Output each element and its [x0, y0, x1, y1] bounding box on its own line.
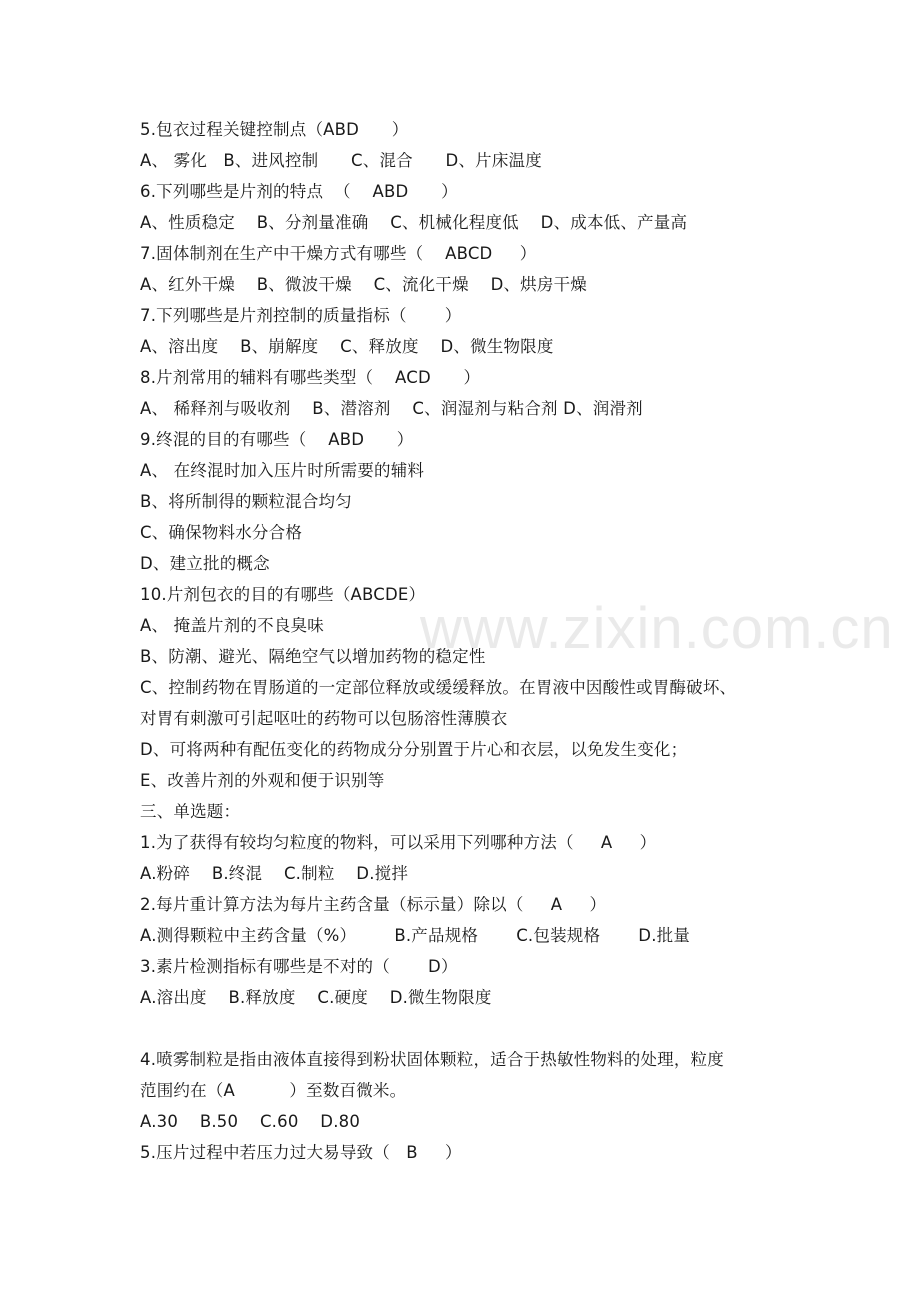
- single-question-4-line-1: 4.喷雾制粒是指由液体直接得到粉状固体颗粒，适合于热敏性物料的处理，粒度: [140, 1050, 724, 1069]
- question-9-option-c: C、确保物料水分合格: [140, 523, 303, 542]
- question-7b-quality-indicators: 7.下列哪些是片剂控制的质量指标（ ）: [140, 306, 462, 325]
- question-10-option-c-line-2: 对胃有刺激可引起呕吐的药物可以包肠溶性薄膜衣: [140, 709, 508, 728]
- single-question-4-options: A.30 B.50 C.60 D.80: [140, 1112, 361, 1131]
- question-10-option-e: E、改善片剂的外观和便于识别等: [140, 771, 385, 790]
- question-10-option-c-line-1: C、控制药物在胃肠道的一定部位释放或缓缓释放。在胃液中因酸性或胃酶破坏、: [140, 678, 737, 697]
- question-10-option-d: D、可将两种有配伍变化的药物成分分别置于片心和衣层，以免发生变化；: [140, 740, 688, 759]
- question-9-option-b: B、将所制得的颗粒混合均匀: [140, 492, 352, 511]
- single-question-2: 2.每片重计算方法为每片主药含量（标示量）除以（ A ）: [140, 895, 607, 914]
- single-question-1: 1.为了获得有较均匀粒度的物料，可以采用下列哪种方法（ A ）: [140, 833, 657, 852]
- question-10-option-b: B、防潮、避光、隔绝空气以增加药物的稳定性: [140, 647, 486, 666]
- question-7b-options: A、溶出度 B、崩解度 C、释放度 D、微生物限度: [140, 337, 554, 356]
- question-5-options: A、 雾化 B、进风控制 C、混合 D、片床温度: [140, 151, 542, 170]
- question-8-options: A、 稀释剂与吸收剂 B、潜溶剂 C、润湿剂与粘合剂 D、润滑剂: [140, 399, 643, 418]
- question-9-final-mix-purpose: 9.终混的目的有哪些（ ABD ）: [140, 430, 414, 449]
- single-question-3: 3.素片检测指标有哪些是不对的（ D）: [140, 957, 458, 976]
- question-9-option-d: D、建立批的概念: [140, 554, 270, 573]
- single-question-1-options: A.粉碎 B.终混 C.制粒 D.搅拌: [140, 864, 409, 883]
- question-5-coating-control: 5.包衣过程关键控制点（ABD ）: [140, 120, 409, 139]
- question-6-tablet-features: 6.下列哪些是片剂的特点 （ ABD ）: [140, 182, 458, 201]
- question-8-excipient-types: 8.片剂常用的辅料有哪些类型（ ACD ）: [140, 368, 481, 387]
- watermark: www.zixin.com.cn: [420, 596, 894, 661]
- question-6-options: A、性质稳定 B、分剂量准确 C、机械化程度低 D、成本低、产量高: [140, 213, 688, 232]
- question-7-options: A、红外干燥 B、微波干燥 C、流化干燥 D、烘房干燥: [140, 275, 587, 294]
- question-7-drying-methods: 7.固体制剂在生产中干燥方式有哪些（ ABCD ）: [140, 244, 537, 263]
- question-10-option-a: A、 掩盖片剂的不良臭味: [140, 616, 324, 635]
- single-question-2-options: A.测得颗粒中主药含量（%） B.产品规格 C.包装规格 D.批量: [140, 926, 691, 945]
- section-heading-single-choice: 三、单选题：: [140, 802, 241, 821]
- question-9-option-a: A、 在终混时加入压片时所需要的辅料: [140, 461, 425, 480]
- single-question-3-options: A.溶出度 B.释放度 C.硬度 D.微生物限度: [140, 988, 492, 1007]
- question-10-coating-purpose: 10.片剂包衣的目的有哪些（ABCDE）: [140, 585, 426, 604]
- single-question-5: 5.压片过程中若压力过大易导致（ B ）: [140, 1143, 462, 1162]
- single-question-4-line-2: 范围约在（A ）至数百微米。: [140, 1081, 407, 1100]
- document-body: [140, 114, 790, 1168]
- blank-line: [140, 1013, 790, 1044]
